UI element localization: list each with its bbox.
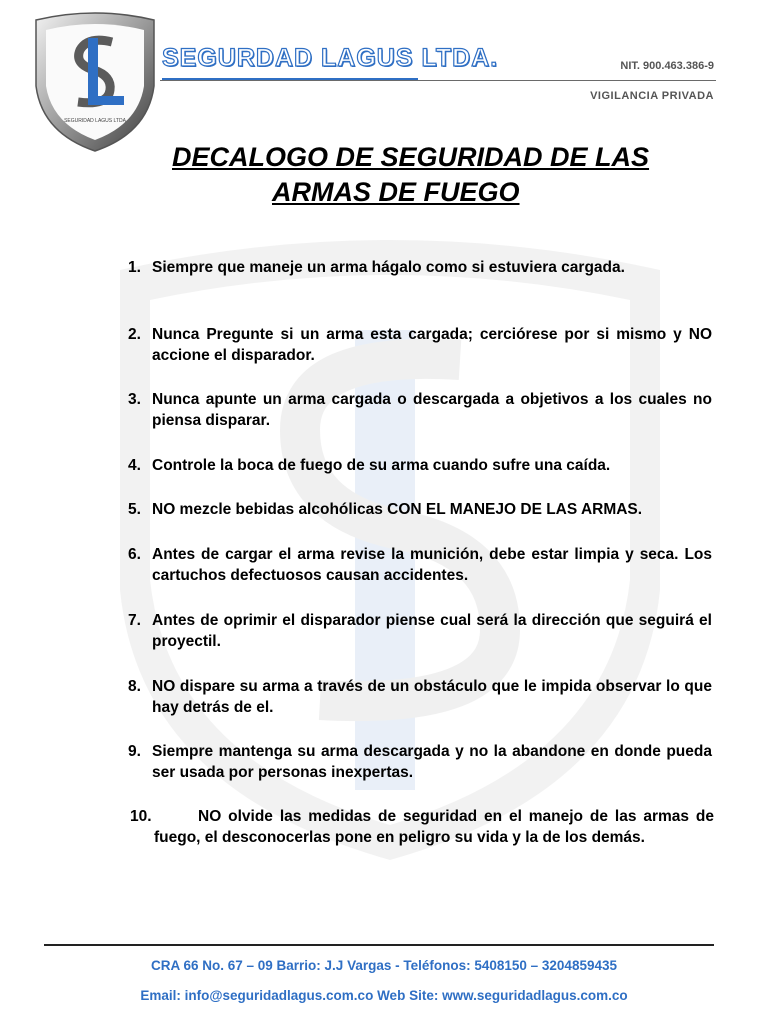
item-text: NO dispare su arma a través de un obstáculo que le impida observar lo que hay detrás de el. — [152, 678, 712, 716]
title-line-2: ARMAS DE FUEGO — [272, 177, 520, 207]
header-divider — [160, 80, 716, 81]
list-item — [128, 676, 712, 718]
item-number: 2. — [128, 326, 141, 343]
item-number: 5. — [128, 501, 141, 518]
logo-caption: SEGURIDAD LAGUS LTDA — [64, 118, 126, 124]
company-name: SEGURDAD LAGUS LTDA. — [162, 44, 499, 72]
item-text: Nunca Pregunte si un arma esta cargada; cerciórese por si mismo y NO accione el disparador. — [152, 326, 712, 364]
item-text: Antes de cargar el arma revise la munición, debe estar limpia y seca. Los cartuchos defectuosos causan accidentes. — [152, 546, 712, 584]
list-item — [128, 455, 712, 476]
item-number: 3. — [128, 391, 141, 408]
list-item — [128, 741, 712, 783]
item-number: 4. — [128, 457, 141, 474]
list-item — [128, 610, 712, 652]
footer-address: CRA 66 No. 67 – 09 Barrio: J.J Vargas - Teléfonos: 5408150 – 3204859435 — [150, 958, 617, 973]
item-text: NO olvide las medidas de seguridad en el manejo de las armas de fuego, el desconocerlas pone en peligro su vida y la de los demás. — [154, 808, 714, 846]
item-number: 1. — [128, 259, 141, 276]
item-number: 8. — [128, 678, 141, 695]
item-number: 9. — [128, 743, 141, 760]
list-item — [128, 544, 712, 586]
list-item — [128, 499, 712, 520]
item-text: Nunca apunte un arma cargada o descargada a objetivos a los cuales no piensa disparar. — [152, 391, 712, 429]
footer-divider — [44, 944, 714, 946]
list-item — [130, 806, 714, 848]
service-label: VIGILANCIA PRIVADA — [590, 90, 714, 102]
list-item — [128, 324, 712, 366]
item-text: Siempre que maneje un arma hágalo como si estuviera cargada. — [152, 259, 625, 276]
list-item — [128, 257, 712, 278]
item-text: Siempre mantenga su arma descargada y no la abandone en donde pueda ser usada por personas inexpertas. — [152, 743, 712, 781]
item-text: NO mezcle bebidas alcohólicas CON EL MANEJO DE LAS ARMAS. — [152, 501, 643, 518]
item-number: 10. — [130, 808, 152, 825]
document-title — [0, 140, 768, 210]
item-text: Antes de oprimir el disparador piense cual será la dirección que seguirá el proyectil. — [152, 612, 712, 650]
list-item — [128, 389, 712, 431]
footer-contact: Email: info@seguridadlagus.com.co Web Site: www.seguridadlagus.com.co — [140, 988, 628, 1003]
title-line-1: DECALOGO DE SEGURIDAD DE LAS — [172, 142, 650, 172]
item-number: 6. — [128, 546, 141, 563]
nit-number: NIT. 900.463.386-9 — [620, 60, 714, 72]
item-text: Controle la boca de fuego de su arma cuando sufre una caída. — [152, 457, 611, 474]
company-logo — [30, 8, 160, 153]
item-number: 7. — [128, 612, 141, 629]
